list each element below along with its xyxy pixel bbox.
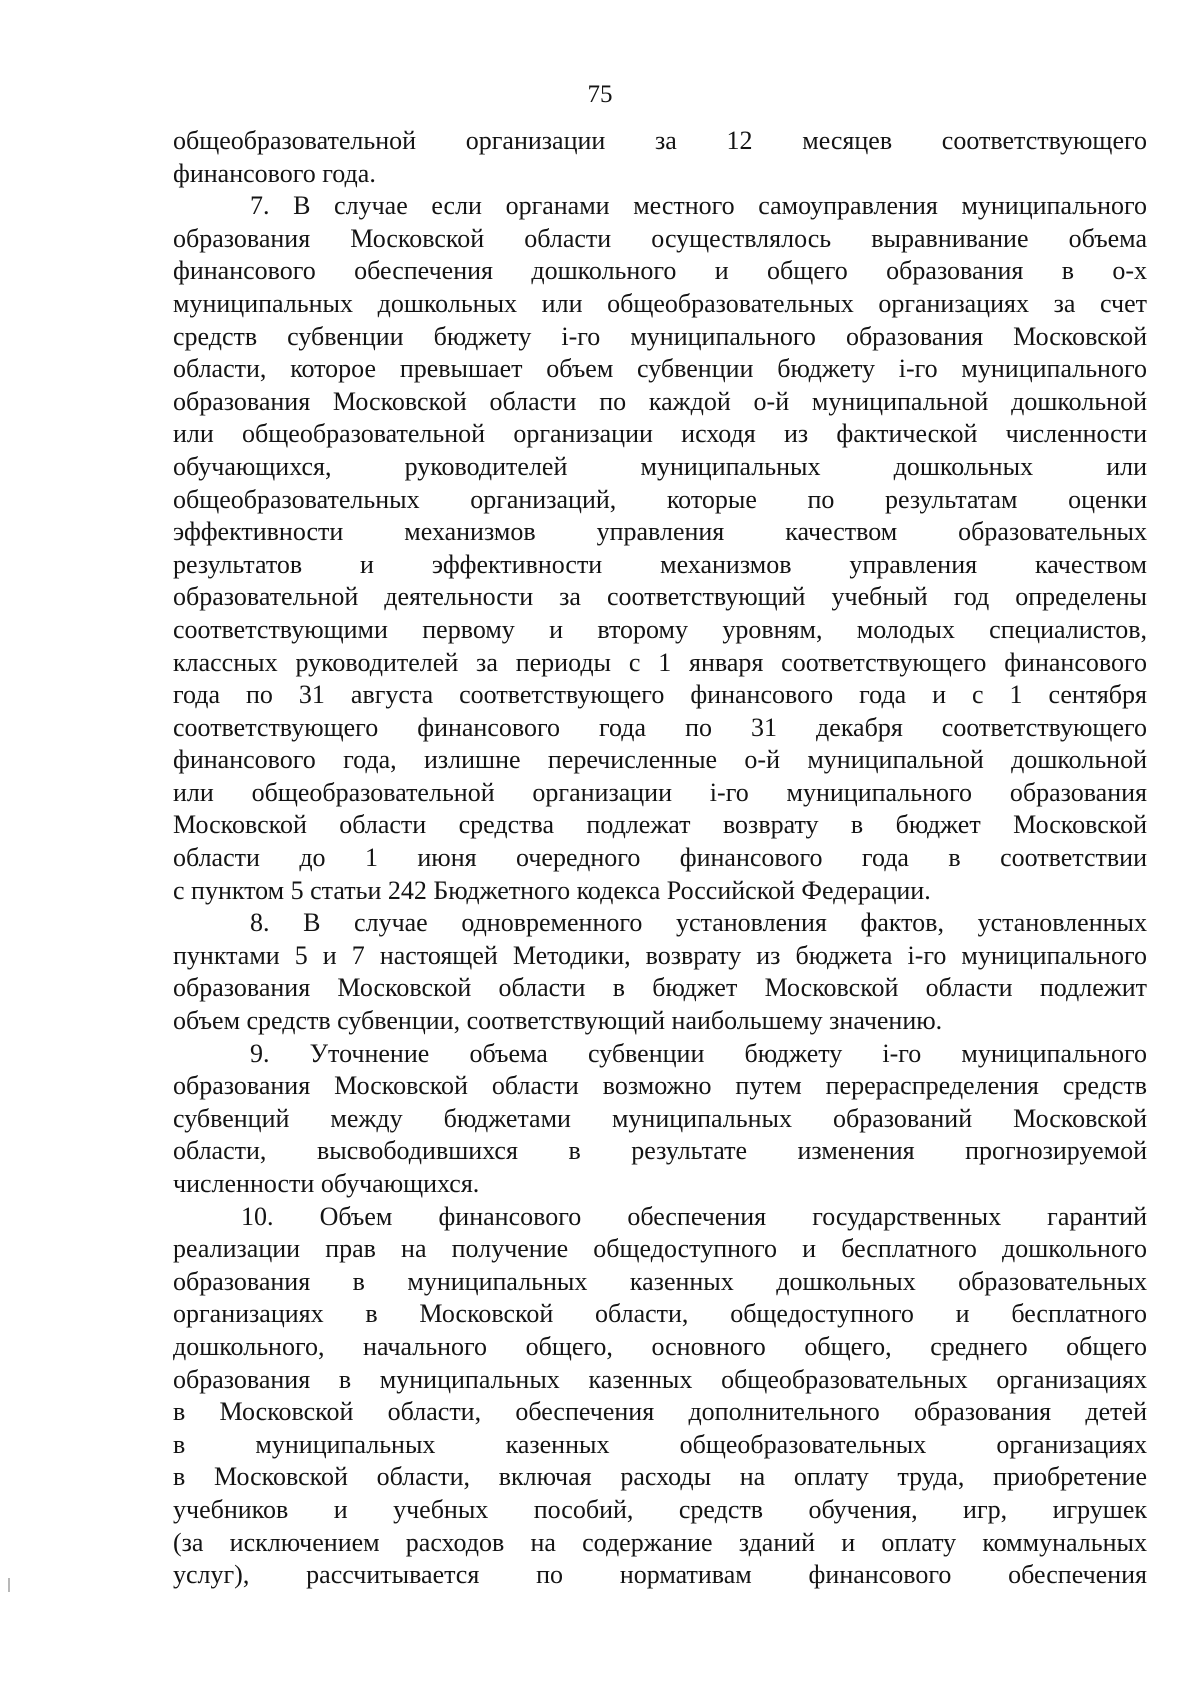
text-line: общеобразовательной организации за 12 месяцев соответствующего — [173, 126, 1147, 155]
text-line: средств субвенции бюджету i-го муниципального образования Московской — [173, 321, 1147, 351]
text-line: (за исключением расходов на содержание зданий и оплату коммунальных — [173, 1527, 1147, 1557]
text-line: образования Московской области по каждой о-й муниципальной дошкольной — [173, 386, 1147, 416]
text-line: или общеобразовательной организации i-го муниципального образования — [173, 777, 1147, 807]
text-line: 8. В случае одновременного установления фактов, установленных — [250, 908, 1147, 938]
text-line: финансового года. — [173, 158, 376, 188]
text-line: услуг), рассчитывается по нормативам финансового обеспечения — [173, 1560, 1147, 1590]
text-line: образования Московской области в бюджет Московской области подлежит — [173, 973, 1147, 1003]
text-line: результатов и эффективности механизмов управления качеством — [173, 549, 1147, 579]
text-line: муниципальных дошкольных или общеобразовательных организациях за счет — [173, 288, 1147, 318]
scan-margin-mark — [8, 1578, 10, 1592]
text-line: численности обучающихся. — [173, 1169, 480, 1198]
text-line: субвенций между бюджетами муниципальных образований Московской — [173, 1103, 1147, 1133]
text-line: эффективности механизмов управления качеством образовательных — [173, 517, 1147, 547]
text-line: соответствующими первому и второму уровням, молодых специалистов, — [173, 614, 1147, 644]
text-line: области, которое превышает объем субвенции бюджету i-го муниципального — [173, 354, 1147, 384]
text-line: финансового обеспечения дошкольного и общего образования в о-х — [173, 256, 1147, 286]
text-line: 9. Уточнение объема субвенции бюджету i-го муниципального — [250, 1038, 1147, 1068]
text-line: дошкольного, начального общего, основного общего, среднего общего — [173, 1331, 1147, 1361]
text-line: классных руководителей за периоды с 1 января соответствующего финансового — [173, 647, 1147, 677]
text-line: в муниципальных казенных общеобразовательных организациях — [173, 1429, 1147, 1459]
text-line: 7. В случае если органами местного самоуправления муниципального — [250, 191, 1147, 221]
text-line: области до 1 июня очередного финансового года в соответствии — [173, 843, 1147, 873]
text-line: пунктами 5 и 7 настоящей Методики, возврату из бюджета i-го муниципального — [173, 940, 1147, 970]
text-line: 10. Объем финансового обеспечения государственных гарантий — [241, 1201, 1147, 1231]
text-line: объем средств субвенции, соответствующий наибольшему значению. — [173, 1006, 943, 1036]
text-line: в Московской области, обеспечения дополнительного образования детей — [173, 1397, 1147, 1427]
text-line: области, высвободившихся в результате изменения прогнозируемой — [173, 1136, 1147, 1166]
text-line: образования в муниципальных казенных дошкольных образовательных — [173, 1266, 1147, 1296]
text-line: образовательной деятельности за соответствующий учебный год определены — [173, 582, 1147, 612]
text-line: реализации прав на получение общедоступного и бесплатного дошкольного — [173, 1234, 1147, 1264]
document-text-body — [173, 125, 1147, 1592]
text-line: с пунктом 5 статьи 242 Бюджетного кодекса Российской Федерации. — [173, 875, 931, 905]
text-line: соответствующего финансового года по 31 декабря соответствующего — [173, 712, 1147, 742]
text-line: образования Московской области возможно путем перераспределения средств — [173, 1071, 1147, 1101]
text-line: учебников и учебных пособий, средств обучения, игр, игрушек — [173, 1494, 1147, 1524]
text-line: образования Московской области осуществлялось выравнивание объема — [173, 223, 1147, 253]
text-line: в Московской области, включая расходы на оплату труда, приобретение — [173, 1462, 1147, 1492]
text-line: года по 31 августа соответствующего финансового года и с 1 сентября — [173, 680, 1147, 710]
text-line: общеобразовательных организаций, которые по результатам оценки — [173, 484, 1147, 514]
page-number: 75 — [587, 81, 613, 108]
text-line: образования в муниципальных казенных общеобразовательных организациях — [173, 1364, 1147, 1394]
text-line: или общеобразовательной организации исходя из фактической численности — [173, 419, 1147, 449]
text-line: финансового года, излишне перечисленные о-й муниципальной дошкольной — [173, 745, 1147, 775]
text-line: обучающихся, руководителей муниципальных дошкольных или — [173, 451, 1147, 481]
text-line: Московской области средства подлежат возврату в бюджет Московской — [173, 810, 1147, 840]
text-line: организациях в Московской области, общедоступного и бесплатного — [173, 1299, 1147, 1329]
